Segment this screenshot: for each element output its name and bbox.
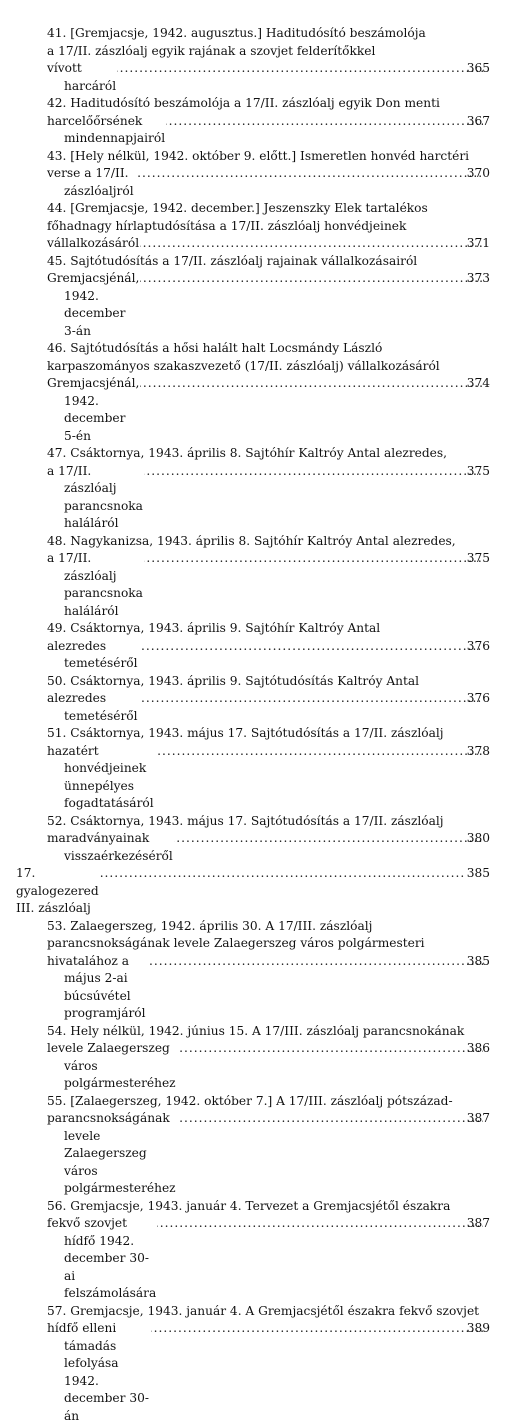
page-number: 385	[484, 953, 490, 971]
toc-entry-line	[64, 253, 490, 271]
toc-entry-number: 48.	[47, 534, 66, 548]
dot-leader	[177, 1110, 483, 1128]
page-number: 373	[484, 270, 490, 288]
toc-entry-line	[64, 1023, 490, 1041]
toc-entry-text	[47, 96, 440, 110]
toc-entry	[16, 253, 490, 341]
toc-entry	[16, 918, 490, 1023]
toc-entry-title: [Gremjacsje, 1942. december.] Jeszenszky Elek tartalékos	[70, 201, 428, 215]
toc-entry-text	[64, 830, 173, 865]
toc-entry-last-line	[64, 1320, 490, 1425]
toc-entry-number: 17.	[16, 866, 35, 880]
toc-entry-title: Haditudósító beszámolója a 17/II. zászlóalj egyik Don menti	[70, 96, 440, 110]
toc-entry-text	[47, 1199, 450, 1213]
toc-entry-text	[64, 953, 146, 1023]
toc-entry	[16, 340, 490, 445]
toc-entry-title: hazatért honvédjeinek ünnepélyes fogadtatásáról	[47, 744, 154, 811]
toc-entry-last-line	[64, 1040, 490, 1093]
dot-leader	[144, 550, 483, 568]
dot-leader	[155, 743, 483, 761]
page-number: 376	[484, 690, 490, 708]
toc-entry-title: Sajtótudósítás a 17/II. zászlóalj rajainak vállalkozásairól	[70, 254, 417, 268]
toc-entry-number: 56.	[47, 1199, 66, 1213]
toc-entry	[16, 200, 490, 253]
toc-section-entry	[16, 865, 490, 918]
toc-entry-text	[64, 743, 154, 813]
toc-entry-number: 57.	[47, 1304, 66, 1318]
toc-entry-line	[64, 445, 490, 463]
toc-entry-number: 55.	[47, 1094, 66, 1108]
toc-entry-number: 44.	[47, 201, 66, 215]
toc-entry-text	[64, 1320, 150, 1425]
toc-entry-last-line	[64, 550, 490, 620]
toc-entry-number: 47.	[47, 446, 66, 460]
toc-entry-text	[47, 534, 456, 548]
toc-entry-title: Csáktornya, 1943. május 17. Sajtótudósítás a 17/II. zászlóalj	[70, 814, 443, 828]
toc-entry-line	[64, 935, 490, 953]
toc-entry-last-line	[64, 165, 490, 200]
dot-leader	[151, 1320, 483, 1338]
toc-entry-line	[64, 1303, 490, 1321]
toc-entry-title: Zalaegerszeg, 1942. április 30. A 17/III. zászlóalj	[70, 919, 372, 933]
toc-entry-last-line	[64, 830, 490, 865]
toc-entry-text	[47, 814, 444, 828]
page-number: 380	[484, 830, 490, 848]
dot-leader	[177, 1040, 483, 1058]
toc-entry-title: vívott harcáról	[47, 61, 116, 93]
toc-entry-title: levele Zalaegerszeg város polgármesteréhez	[47, 1041, 176, 1090]
toc-entry-line	[64, 25, 490, 43]
toc-entry-title: verse a 17/II. zászlóaljról	[47, 166, 134, 198]
toc-entry-title: a 17/II. zászlóalj parancsnoka haláláról	[47, 464, 143, 531]
toc-entry-title: Hely nélkül, 1942. június 15. A 17/III. zászlóalj parancsnokának	[70, 1024, 464, 1038]
toc-entry-text	[64, 1040, 176, 1093]
toc-entry	[16, 148, 490, 201]
toc-entry-title: alezredes temetéséről	[47, 639, 138, 671]
toc-entry-line	[64, 358, 490, 376]
toc-entry-title: gyalogezered III. zászlóalj	[16, 884, 99, 916]
toc-entry-title: harcelőőrsének mindennapjairól	[47, 114, 165, 146]
toc-entry	[16, 533, 490, 621]
toc-entry-text	[64, 60, 116, 95]
toc-entry-title: karpaszományos szakaszvezető (17/II. zászlóalj) vállalkozásáról	[47, 359, 440, 373]
toc-entry-number: 50.	[47, 674, 66, 688]
dot-leader	[157, 1215, 483, 1233]
toc-entry-title: [Hely nélkül, 1942. október 9. előtt.] Ismeretlen honvéd harctéri	[70, 149, 469, 163]
toc-entry-title: Gremjacsjénál, 1942. december 3-án	[47, 271, 139, 338]
toc-entry-title: hivatalához a május 2-ai búcsúvétel programjáról	[47, 954, 146, 1021]
toc-entry-text	[47, 201, 428, 215]
toc-entry-text	[47, 219, 406, 233]
toc-entry-title: maradványainak visszaérkezéséről	[47, 831, 173, 863]
toc-entry-line	[64, 43, 490, 61]
page-number: 375	[484, 550, 490, 568]
toc-entry-text	[47, 726, 444, 740]
toc-entry-text	[64, 1215, 156, 1303]
dot-leader	[174, 830, 483, 848]
toc-entry	[16, 620, 490, 673]
toc-entry-line	[64, 218, 490, 236]
toc-entry-line	[64, 340, 490, 358]
dot-leader	[139, 690, 483, 708]
toc-entry-title: parancsnokságának levele Zalaegerszeg város polgármesteréhez	[47, 1111, 176, 1195]
toc-entry-number: 49.	[47, 621, 66, 635]
toc-entry-text	[64, 165, 134, 200]
toc-entry-text	[64, 638, 138, 673]
toc-entry-text	[47, 254, 417, 268]
toc-entry-text	[47, 1304, 479, 1318]
toc-entry-text	[47, 341, 382, 355]
toc-entry-text	[47, 919, 372, 933]
toc-entry-title: vállalkozásáról	[47, 236, 139, 250]
toc-entry-text	[47, 149, 469, 163]
toc-entry-line	[64, 725, 490, 743]
toc-entry-number: 51.	[47, 726, 66, 740]
toc-entry-number: 53.	[47, 919, 66, 933]
toc-entry-line	[64, 620, 490, 638]
toc-entry-text	[64, 463, 143, 533]
toc-entry-text	[47, 26, 426, 40]
toc-entry-text	[47, 936, 425, 950]
toc-entry-number: 54.	[47, 1024, 66, 1038]
toc-entry	[16, 725, 490, 813]
toc-entry-title: [Zalaegerszeg, 1942. október 7.] A 17/III. zászlóalj pótszázad-	[70, 1094, 452, 1108]
toc-entry-title: Gremjacsje, 1943. január 4. A Gremjacsjétől északra fekvő szovjet	[70, 1304, 479, 1318]
toc-entry-title: Sajtótudósítás a hősi halált halt Locsmándy László	[70, 341, 382, 355]
toc-entry-number: 42.	[47, 96, 66, 110]
toc-entry	[16, 445, 490, 533]
page-number: 378	[484, 743, 490, 761]
toc-entry-line	[64, 813, 490, 831]
toc-entry-number: 45.	[47, 254, 66, 268]
dot-leader	[144, 463, 483, 481]
dot-leader	[140, 235, 483, 253]
toc-entry-text	[47, 674, 419, 688]
toc-entry-last-line	[64, 113, 490, 148]
page-number: 387	[484, 1215, 490, 1233]
page-number: 375	[484, 463, 490, 481]
toc-entry-title: Csáktornya, 1943. május 17. Sajtótudósítás a 17/II. zászlóalj	[70, 726, 443, 740]
toc-entry-line	[64, 673, 490, 691]
toc-entry-text	[64, 270, 139, 340]
toc-entry-title: Gremjacsje, 1943. január 4. Tervezet a Gremjacsjétől északra	[70, 1199, 450, 1213]
toc-entry-title: alezredes temetéséről	[47, 691, 138, 723]
dot-leader	[147, 953, 483, 971]
toc-entry	[16, 1303, 490, 1425]
toc-entry	[16, 95, 490, 148]
toc-entry-number: 52.	[47, 814, 66, 828]
toc-entry-last-line	[64, 690, 490, 725]
toc-entry-text	[64, 1110, 176, 1198]
page-number: 386	[484, 1040, 490, 1058]
toc-entry-text	[47, 621, 380, 635]
toc-entry-title: Csáktornya, 1943. április 9. Sajtóhír Kaltróy Antal	[70, 621, 380, 635]
page-number: 385	[467, 865, 490, 883]
dot-leader	[140, 270, 482, 288]
toc-entry-last-line	[64, 235, 490, 253]
toc-entry-text	[47, 1024, 464, 1038]
toc-entry	[16, 1198, 490, 1303]
toc-entry-text	[64, 550, 143, 620]
dot-leader	[100, 865, 466, 883]
toc-entry-last-line	[64, 638, 490, 673]
toc-entry	[16, 673, 490, 726]
page-number: 371	[484, 235, 490, 253]
toc-entry-last-line	[16, 865, 490, 918]
toc-entry-text	[16, 865, 99, 918]
dot-leader	[117, 60, 483, 78]
toc-entry-last-line	[64, 463, 490, 533]
toc-entry-title: főhadnagy hírlaptudósítása a 17/II. zászlóalj honvédjeinek	[47, 219, 406, 233]
toc-entry-text	[47, 446, 447, 460]
toc-entry-number: 41.	[47, 26, 66, 40]
toc-entry-title: Nagykanizsa, 1943. április 8. Sajtóhír Kaltróy Antal alezredes,	[70, 534, 455, 548]
page-number: 370	[484, 165, 490, 183]
toc-entry-line	[64, 533, 490, 551]
toc-entry-text	[47, 1094, 453, 1108]
toc-entry-number: 43.	[47, 149, 66, 163]
toc-entry-last-line	[64, 743, 490, 813]
toc-entry-title: a 17/II. zászlóalj egyik rajának a szovjet felderítőkkel	[47, 44, 375, 58]
toc-entry-text	[47, 44, 375, 58]
toc-entry	[16, 1093, 490, 1198]
toc-entry-text	[64, 235, 139, 253]
toc-entry	[16, 25, 490, 95]
toc-entry-last-line	[64, 270, 490, 340]
toc-entry-title: [Gremjacsje, 1942. augusztus.] Haditudósító beszámolója	[70, 26, 426, 40]
toc-entry-title: Csáktornya, 1943. április 8. Sajtóhír Kaltróy Antal alezredes,	[70, 446, 447, 460]
dot-leader	[139, 638, 483, 656]
toc-entry-last-line	[64, 375, 490, 445]
page-number: 365	[484, 60, 490, 78]
toc-entry-title: hídfő elleni támadás lefolyása 1942. december 30-án	[47, 1321, 149, 1423]
toc-entry-line	[64, 200, 490, 218]
toc-entry-last-line	[64, 60, 490, 95]
toc-entry-text	[64, 690, 138, 725]
dot-leader	[166, 113, 483, 131]
page-number: 376	[484, 638, 490, 656]
toc-entry-line	[64, 95, 490, 113]
toc-entry-last-line	[64, 953, 490, 1023]
page-number: 387	[484, 1110, 490, 1128]
toc-entry-title: fekvő szovjet hídfő 1942. december 30-ai felszámolására	[47, 1216, 156, 1300]
page-number: 389	[484, 1320, 490, 1338]
toc-entry-line	[64, 1198, 490, 1216]
toc-entry-title: a 17/II. zászlóalj parancsnoka haláláról	[47, 551, 143, 618]
toc-entry-number: 46.	[47, 341, 66, 355]
toc-entry-title: Gremjacsjénál, 1942. december 5-én	[47, 376, 139, 443]
toc-entry	[16, 813, 490, 866]
table-of-contents	[16, 25, 490, 1425]
dot-leader	[140, 375, 482, 393]
toc-entry-text	[47, 359, 440, 373]
toc-entry-line	[64, 918, 490, 936]
toc-entry-text	[64, 113, 165, 148]
toc-entry-last-line	[64, 1110, 490, 1198]
toc-entry-text	[64, 375, 139, 445]
toc-entry-line	[64, 1093, 490, 1111]
toc-entry-last-line	[64, 1215, 490, 1303]
dot-leader	[135, 165, 483, 183]
toc-entry-title: Csáktornya, 1943. április 9. Sajtótudósítás Kaltróy Antal	[70, 674, 419, 688]
toc-entry-title: parancsnokságának levele Zalaegerszeg város polgármesteri	[47, 936, 425, 950]
page-number: 367	[484, 113, 490, 131]
toc-entry	[16, 1023, 490, 1093]
toc-entry-line	[64, 148, 490, 166]
page-number: 374	[484, 375, 490, 393]
